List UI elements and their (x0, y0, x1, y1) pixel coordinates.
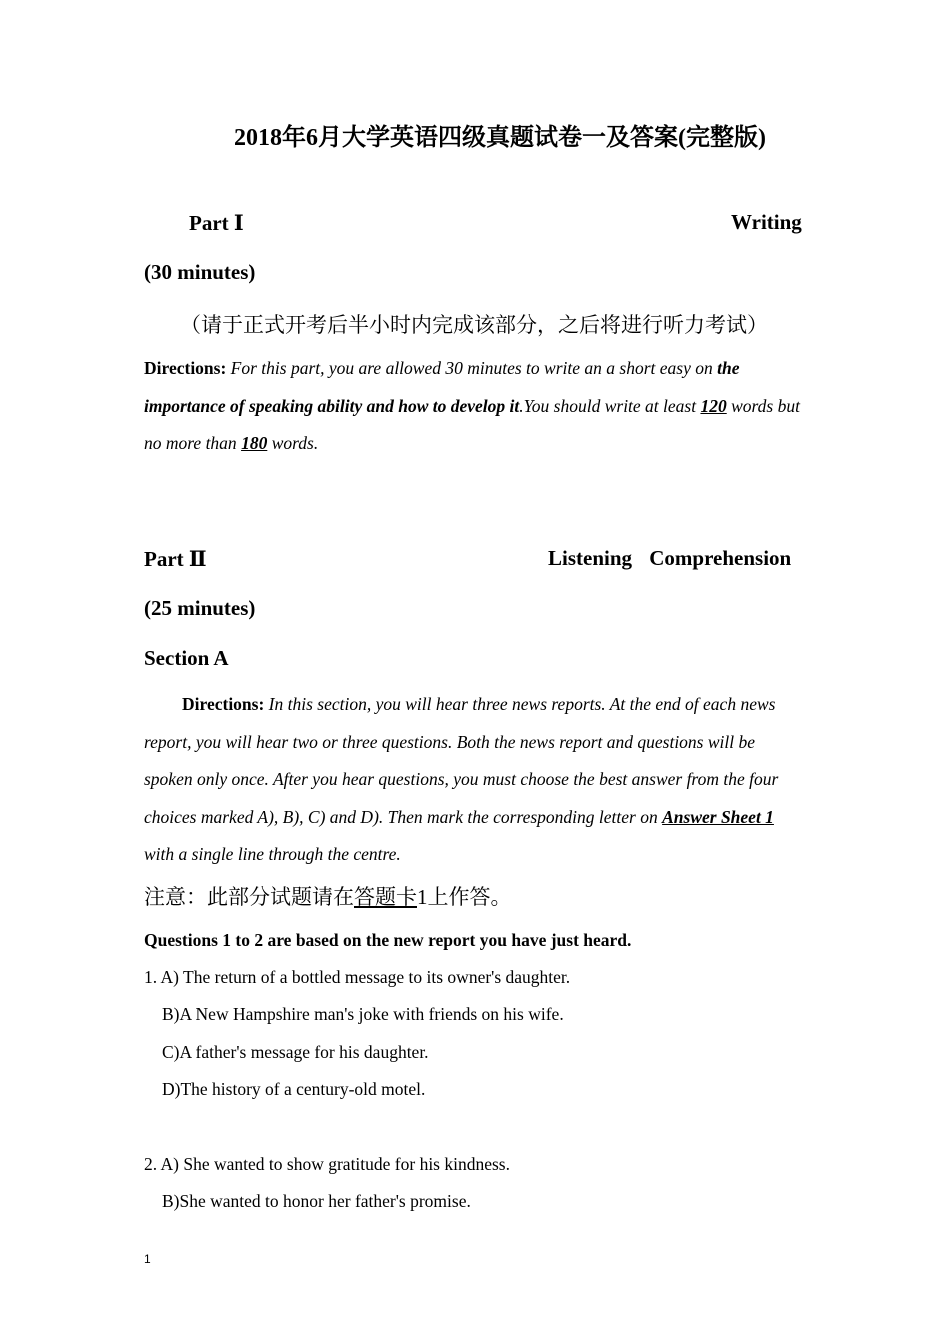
part1-label: Part Ⅰ (189, 211, 244, 235)
q1-option-a: 1. A) The return of a bottled message to its owner's daughter. (144, 967, 571, 987)
part1-time: (30 minutes) (144, 260, 256, 284)
directions-text: For this part, you are allowed 30 minutes to write an a short easy on (230, 358, 713, 378)
page-title: 2018年6月大学英语四级真题试卷一及答案(完整版) (234, 125, 766, 151)
part1-note: （请于正式开考后半小时内完成该部分，之后将进行听力考试） (180, 313, 768, 337)
section-a-heading: Section A (144, 646, 229, 670)
directions-text: words but no more than (144, 395, 800, 453)
directions-text: In this section, you will hear three news reports. At the end of each news report, you will hear two or three questions. Both the news report and questions will be spoken only once. After you hear questions, you must choose the best answer from the four choices marked A), B), C) and D). Then mark the corresponding letter on (144, 694, 779, 827)
part1-directions (144, 350, 806, 463)
q2-option-a: 2. A) She wanted to show gratitude for his kindness. (144, 1154, 510, 1174)
max-word-count: 180 (241, 433, 268, 453)
q1-option-d: D)The history of a century-old motel. (162, 1079, 426, 1099)
q1-option-b: B)A New Hampshire man's joke with friends on his wife. (162, 1004, 564, 1024)
directions-text: words. (271, 433, 319, 453)
essay-topic: the importance of speaking ability and how to develop it (144, 358, 740, 416)
directions-label: Directions: (182, 694, 265, 714)
directions-text: with a single line through the centre. (144, 844, 401, 864)
chinese-note: 注意：此部分试题请在答题卡1上作答。 (144, 885, 512, 909)
questions-heading: Questions 1 to 2 are based on the new report you have just heard. (144, 930, 632, 950)
part2-time: (25 minutes) (144, 596, 256, 620)
page-number: 1 (144, 1252, 151, 1266)
answer-sheet-ref: Answer Sheet 1 (662, 806, 774, 827)
part1-name: Writing (731, 210, 802, 234)
directions-text: .You should write at least (519, 395, 697, 416)
part2-directions (144, 686, 806, 874)
directions-label: Directions: (144, 358, 227, 378)
part2-label: Part Ⅱ (144, 547, 207, 571)
q2-option-b: B)She wanted to honor her father's promise. (162, 1191, 471, 1211)
q1-option-c: C)A father's message for his daughter. (162, 1042, 429, 1062)
part2-name: Listening Comprehension (548, 546, 792, 570)
min-word-count: 120 (700, 395, 727, 416)
